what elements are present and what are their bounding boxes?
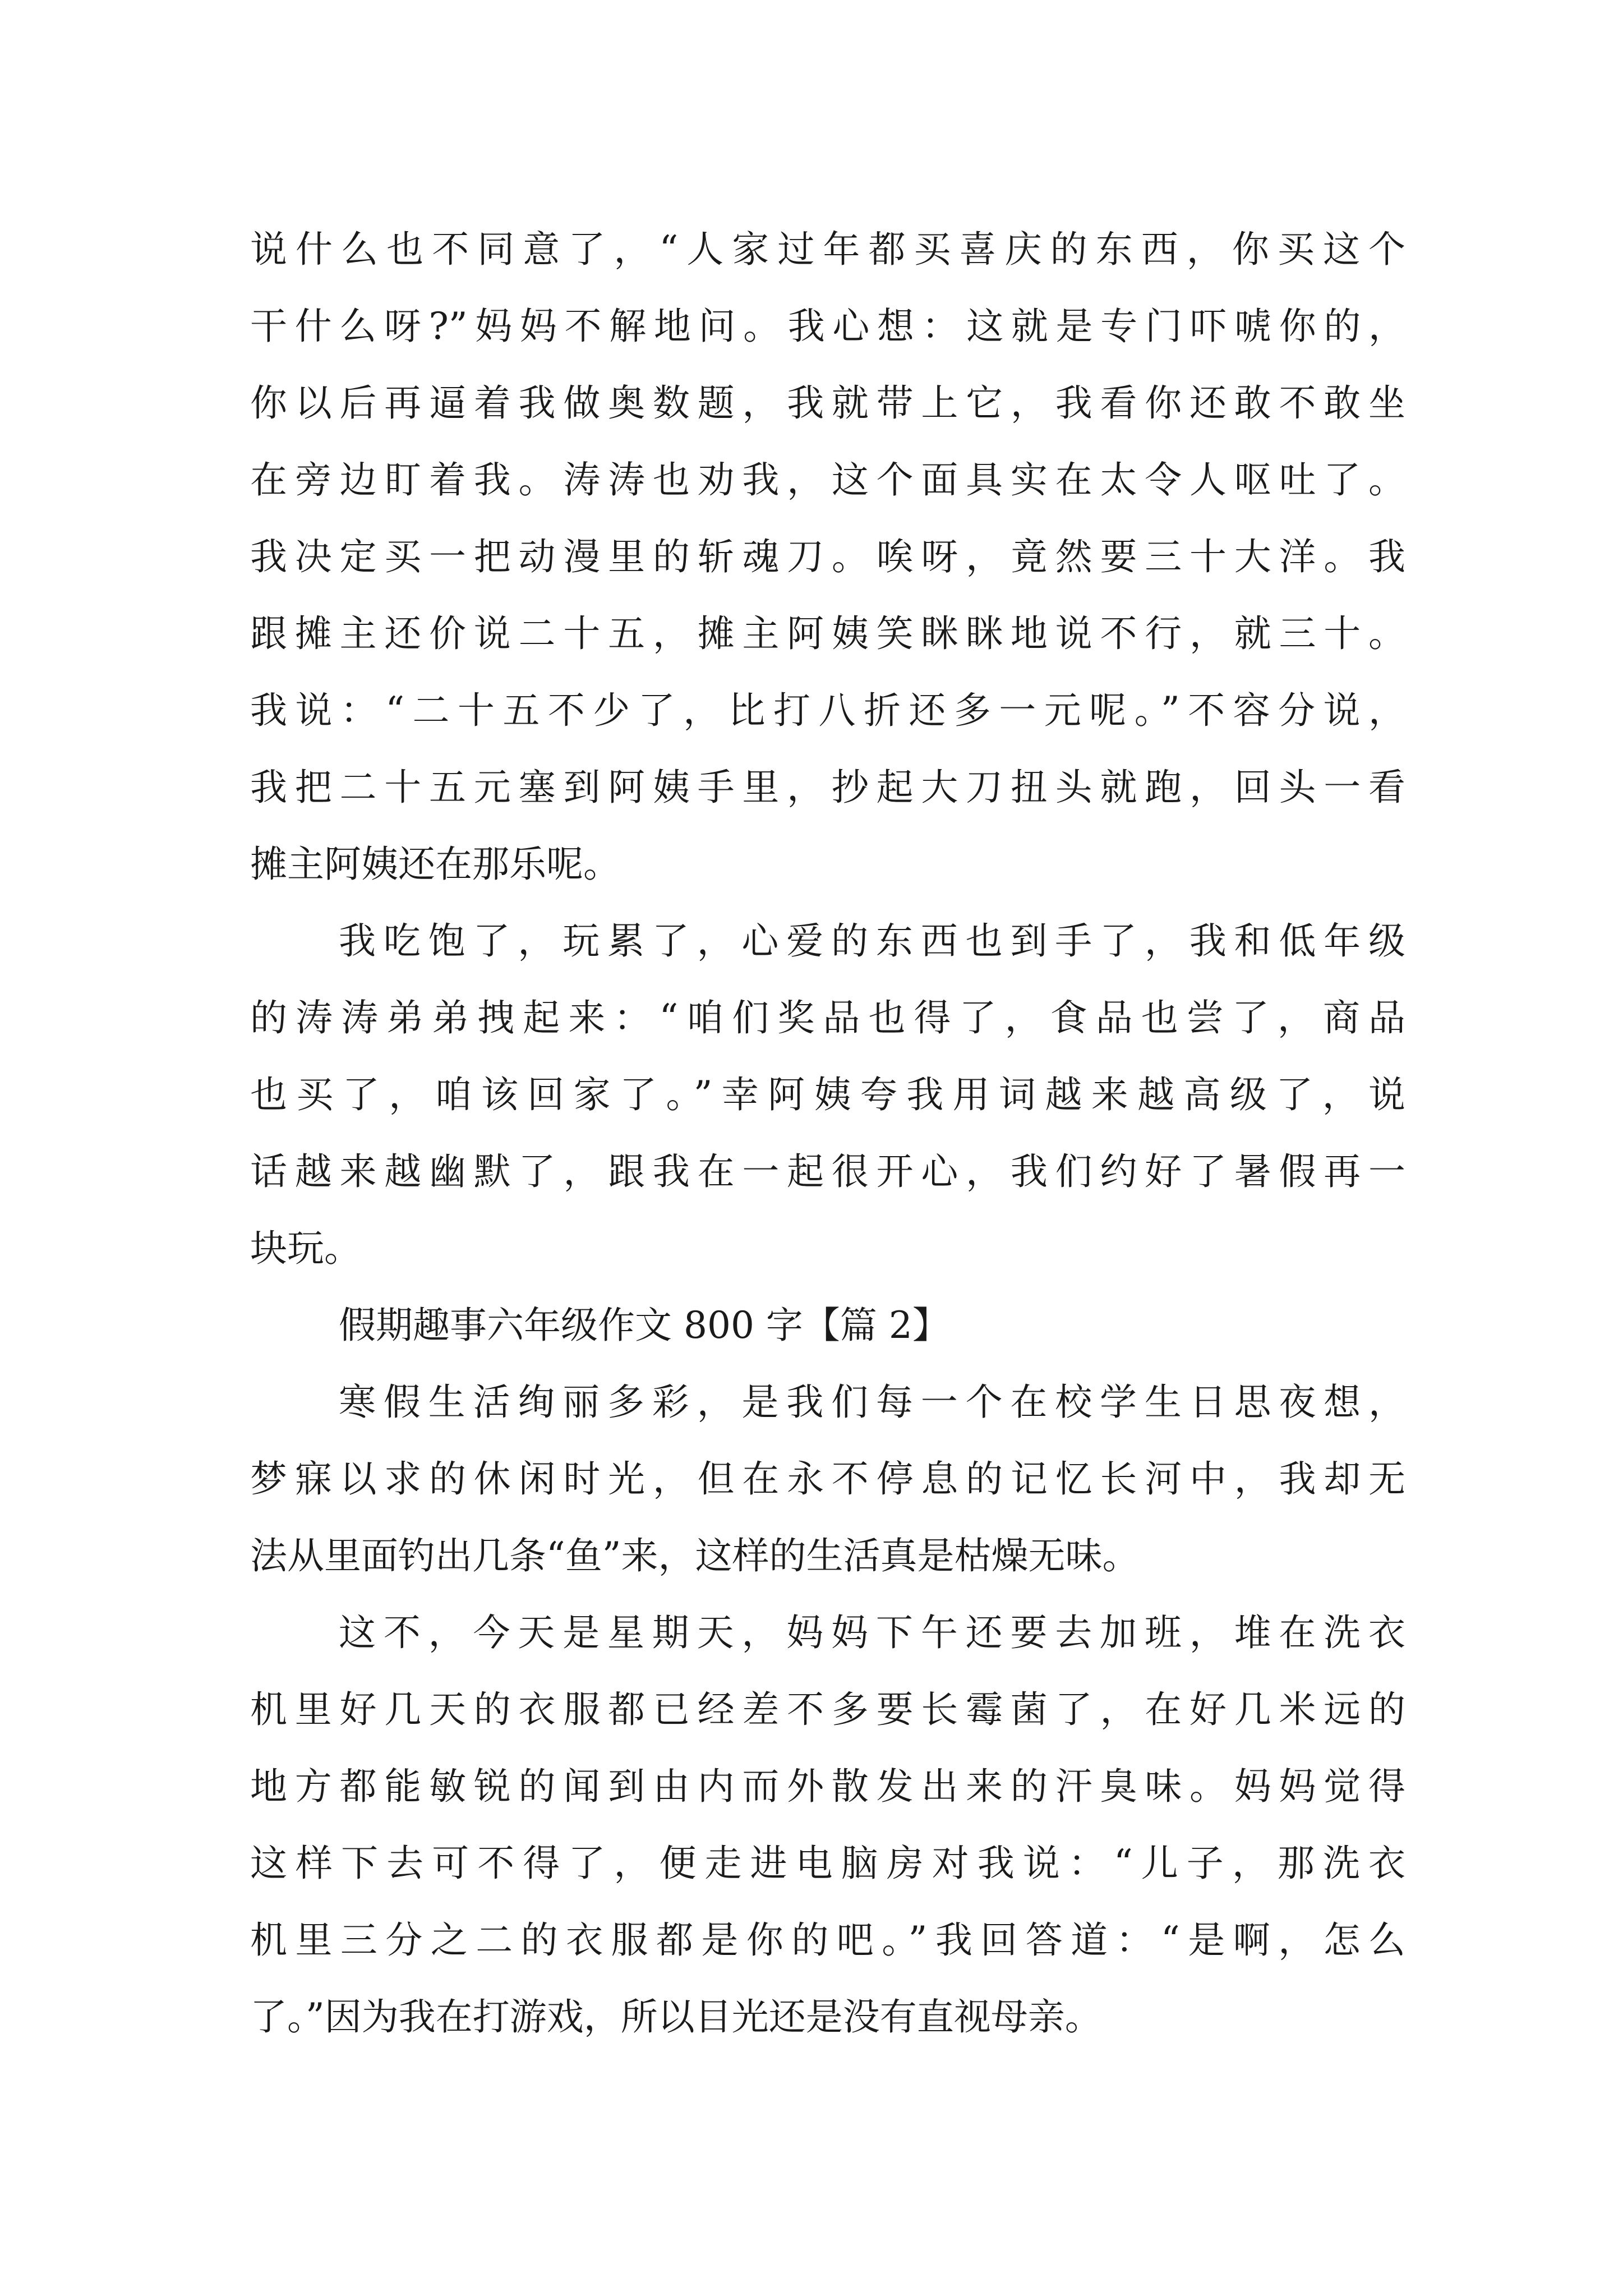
text-line: 话越来越幽默了，跟我在一起很开心，我们约好了暑假再一 — [250, 1150, 1405, 1193]
text-line: 块玩。 — [250, 1227, 361, 1270]
document-body — [250, 211, 1405, 2055]
text-line: 这样下去可不得了，便走进电脑房对我说：“儿子，那洗衣 — [250, 1842, 1405, 1885]
paragraph — [250, 1364, 1405, 1594]
text-line: 摊主阿姨还在那乐呢。 — [250, 843, 620, 886]
paragraph — [250, 211, 1405, 903]
text-line: 这不，今天是星期天，妈妈下午还要去加班，堆在洗衣 — [339, 1611, 1405, 1654]
heading-text: 假期趣事六年级作文 800 字【篇 2】 — [339, 1304, 949, 1347]
text-line: 的涛涛弟弟拽起来：“咱们奖品也得了，食品也尝了，商品 — [250, 996, 1405, 1039]
text-line: 地方都能敏锐的闻到由内而外散发出来的汗臭味。妈妈觉得 — [250, 1765, 1405, 1808]
text-line: 我吃饱了，玩累了，心爱的东西也到手了，我和低年级 — [339, 919, 1405, 963]
text-line: 我说：“二十五不少了，比打八折还多一元呢。”不容分说， — [250, 689, 1405, 732]
text-line: 干什么呀?”妈妈不解地问。我心想：这就是专门吓唬你的， — [250, 305, 1405, 348]
text-line: 也买了，咱该回家了。”幸阿姨夸我用词越来越高级了，说 — [250, 1073, 1405, 1116]
paragraph — [250, 1594, 1405, 2055]
text-line: 跟摊主还价说二十五，摊主阿姨笑眯眯地说不行，就三十。 — [250, 612, 1405, 655]
text-line: 说什么也不同意了，“人家过年都买喜庆的东西，你买这个 — [250, 228, 1405, 271]
text-line: 机里三分之二的衣服都是你的吧。”我回答道：“是啊，怎么 — [250, 1918, 1405, 1962]
text-line: 我把二十五元塞到阿姨手里，抄起大刀扭头就跑，回头一看 — [250, 766, 1405, 809]
text-line: 你以后再逼着我做奥数题，我就带上它，我看你还敢不敢坐 — [250, 381, 1405, 425]
text-line: 了。”因为我在打游戏，所以目光还是没有直视母亲。 — [250, 1995, 1102, 2039]
section-heading — [250, 1287, 1405, 1364]
paragraph — [250, 903, 1405, 1287]
text-line: 寒假生活绚丽多彩，是我们每一个在校学生日思夜想， — [339, 1381, 1405, 1424]
text-line: 机里好几天的衣服都已经差不多要长霉菌了，在好几米远的 — [250, 1688, 1405, 1731]
text-line: 在旁边盯着我。涛涛也劝我，这个面具实在太令人呕吐了。 — [250, 458, 1405, 501]
text-line: 我决定买一把动漫里的斩魂刀。唉呀，竟然要三十大洋。我 — [250, 535, 1405, 578]
text-line: 梦寐以求的休闲时光，但在永不停息的记忆长河中，我却无 — [250, 1457, 1405, 1501]
text-line: 法从里面钓出几条“鱼”来，这样的生活真是枯燥无味。 — [250, 1534, 1140, 1577]
